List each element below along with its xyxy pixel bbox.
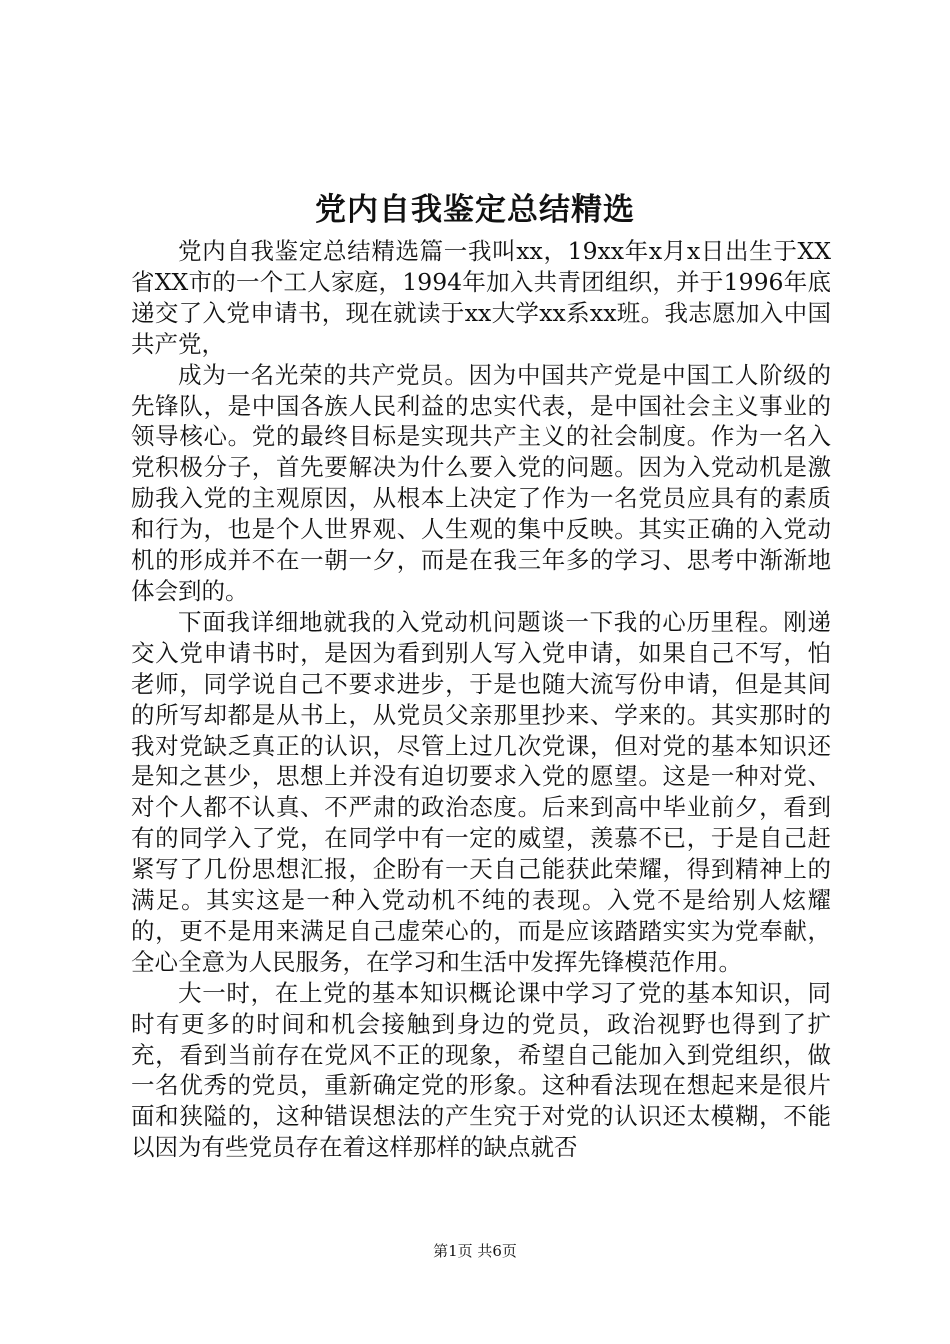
paragraph-2: 成为一名光荣的共产党员。因为中国共产党是中国工人阶级的先锋队，是中国各族人民利益的忠实代表，是中国社会主义事业的领导核心。党的最终目标是实现共产主义的社会制度。作为一名入党积极分子，首先要解决为什么要入党的问题。因为入党动机是激励我入党的主观原因，从根本上决定了作为一名党员应具有的素质和行为，也是个人世界观、人生观的集中反映。其实正确的入党动机的形成并不在一朝一夕，而是在我三年多的学习、思考中渐渐地体会到的。	[131, 360, 831, 605]
page-number-footer: 第1页 共6页	[433, 1242, 517, 1260]
document-body	[131, 236, 831, 1163]
document-title: 党内自我鉴定总结精选	[315, 192, 635, 228]
paragraph-1: 党内自我鉴定总结精选篇一我叫xx，19xx年x月x日出生于XX省XX市的一个工人家庭，1994年加入共青团组织，并于1996年底递交了入党申请书，现在就读于xx大学xx系xx班。我志愿加入中国共产党，	[131, 237, 831, 358]
paragraph-3: 下面我详细地就我的入党动机问题谈一下我的心历里程。刚递交入党申请书时，是因为看到别人写入党申请，如果自己不写，怕老师，同学说自己不要求进步，于是也随大流写份申请，但是其间的所写却都是从书上，从党员父亲那里抄来、学来的。其实那时的我对党缺乏真正的认识，尽管上过几次党课，但对党的基本知识还是知之甚少，思想上并没有迫切要求入党的愿望。这是一种对党、对个人都不认真、不严肃的政治态度。后来到高中毕业前夕，看到有的同学入了党，在同学中有一定的威望，羡慕不已，于是自己赶紧写了几份思想汇报，企盼有一天自己能获此荣耀，得到精神上的满足。其实这是一种入党动机不纯的表现。入党不是给别人炫耀的，更不是用来满足自己虚荣心的，而是应该踏踏实实为党奉献，全心全意为人民服务，在学习和生活中发挥先锋模范作用。	[131, 607, 831, 976]
paragraph-4: 大一时，在上党的基本知识概论课中学习了党的基本知识，同时有更多的时间和机会接触到身边的党员，政治视野也得到了扩充，看到当前存在党风不正的现象，希望自己能加入到党组织，做一名优秀的党员，重新确定党的形象。这种看法现在想起来是很片面和狭隘的，这种错误想法的产生究于对党的认识还太模糊，不能以因为有些党员存在着这样那样的缺点就否	[131, 978, 831, 1162]
